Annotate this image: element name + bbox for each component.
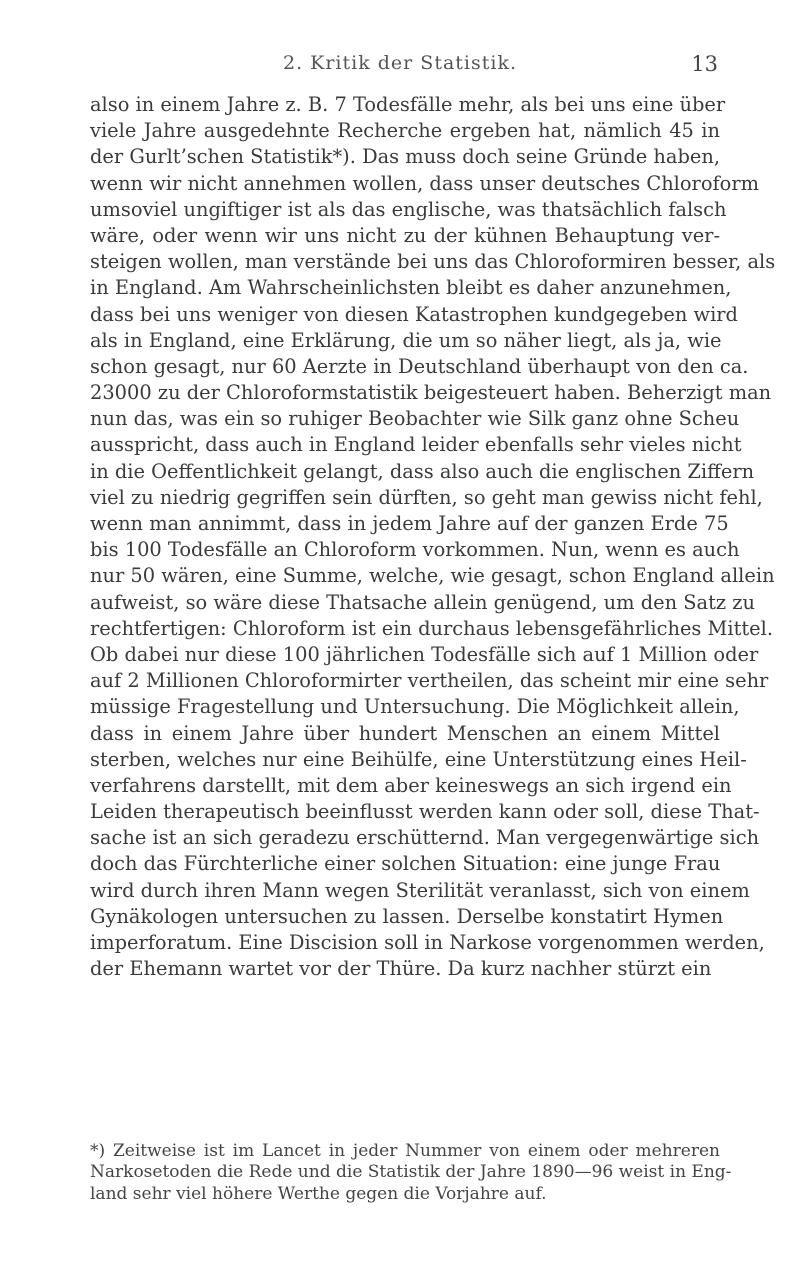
footnote-line: Narkosetoden die Rede und die Statistik der Jahre 1890—96 weist in Eng-	[90, 1162, 732, 1183]
text-line: sterben, welches nur eine Beihülfe, eine Unterstützung eines Heil-	[90, 747, 747, 771]
text-line: imperforatum. Eine Discision soll in Narkose vorgenommen werden,	[90, 931, 765, 954]
footnote-line: *) Zeitweise ist im Lancet in jeder Nummer von einem oder mehreren	[90, 1141, 720, 1161]
footnote-line: land sehr viel höhere Werthe gegen die Vorjahre auf.	[90, 1183, 547, 1204]
text-line: schon gesagt, nur 60 Aerzte in Deutschland überhaupt von den ca.	[90, 354, 749, 378]
running-head	[0, 52, 800, 82]
text-line: als in England, eine Erklärung, die um so näher liegt, als ja, wie	[90, 328, 722, 352]
text-line: Leiden therapeutisch beeinflusst werden kann oder soll, diese That-	[90, 800, 760, 824]
text-line: bis 100 Todesfälle an Chloroform vorkommen. Nun, wenn es auch	[90, 538, 740, 562]
text-line: dass in einem Jahre über hundert Menschen an einem Mittel	[90, 721, 720, 745]
text-line: steigen wollen, man verstände bei uns das Chloroformiren besser, als	[90, 250, 776, 274]
text-line: in die Oeffentlichkeit gelangt, dass also auch die englischen Ziffern	[90, 459, 755, 483]
text-line: ausspricht, dass auch in England leider ebenfalls sehr vieles nicht	[90, 433, 742, 457]
text-line: der Ehemann wartet vor der Thüre. Da kurz nachher stürzt ein	[90, 957, 712, 981]
text-line: umsoviel ungiftiger ist als das englische, was thatsächlich falsch	[90, 197, 727, 221]
text-line: wenn man annimmt, dass in jedem Jahre auf der ganzen Erde 75	[90, 512, 729, 535]
text-line: wird durch ihren Mann wegen Sterilität veranlasst, sich von einem	[90, 878, 750, 902]
text-line: aufweist, so wäre diese Thatsache allein genügend, um den Satz zu	[90, 590, 755, 614]
running-title: 2. Kritik der Statistik.	[282, 52, 518, 74]
text-line: sache ist an sich geradezu erschütternd. Man vergegenwärtige sich	[90, 826, 760, 850]
text-line: der Gurlt’schen Statistik*). Das muss doch seine Gründe haben,	[90, 145, 720, 169]
text-line: müssige Fragestellung und Untersuchung. Die Möglichkeit allein,	[90, 695, 740, 719]
text-line: Ob dabei nur diese 100 jährlichen Todesfälle sich auf 1 Million oder	[90, 642, 759, 666]
footnote	[90, 1141, 732, 1205]
text-line: in England. Am Wahrscheinlichsten bleibt es daher anzunehmen,	[90, 276, 732, 300]
text-line: nur 50 wären, eine Summe, welche, wie gesagt, schon England allein	[90, 564, 775, 588]
text-line: rechtfertigen: Chloroform ist ein durchaus lebensgefährliches Mittel.	[90, 616, 774, 640]
text-line: 23000 zu der Chloroformstatistik beigesteuert haben. Beherzigt man	[90, 381, 772, 405]
text-line: viel zu niedrig gegriffen sein dürften, so geht man gewiss nicht fehl,	[90, 485, 763, 509]
text-line: auf 2 Millionen Chloroformirter vertheilen, das scheint mir eine sehr	[90, 669, 769, 693]
text-line: Gynäkologen untersuchen zu lassen. Derselbe konstatirt Hymen	[90, 904, 724, 928]
text-line: wenn wir nicht annehmen wollen, dass unser deutsches Chloroform	[90, 171, 760, 195]
text-line: viele Jahre ausgedehnte Recherche ergeben hat, nämlich 45 in	[90, 119, 720, 143]
text-line: nun das, was ein so ruhiger Beobachter wie Silk ganz ohne Scheu	[90, 407, 740, 431]
text-line: doch das Fürchterliche einer solchen Situation: eine junge Frau	[90, 852, 721, 876]
text-line: verfahrens darstellt, mit dem aber keineswegs an sich irgend ein	[90, 773, 732, 797]
text-line: dass bei uns weniger von diesen Katastrophen kundgegeben wird	[90, 302, 738, 326]
text-line: wäre, oder wenn wir uns nicht zu der kühnen Behauptung ver-	[90, 223, 720, 247]
body-text	[90, 92, 776, 982]
page-number: 13	[691, 52, 718, 76]
text-line: also in einem Jahre z. B. 7 Todesfälle mehr, als bei uns eine über	[90, 93, 726, 116]
